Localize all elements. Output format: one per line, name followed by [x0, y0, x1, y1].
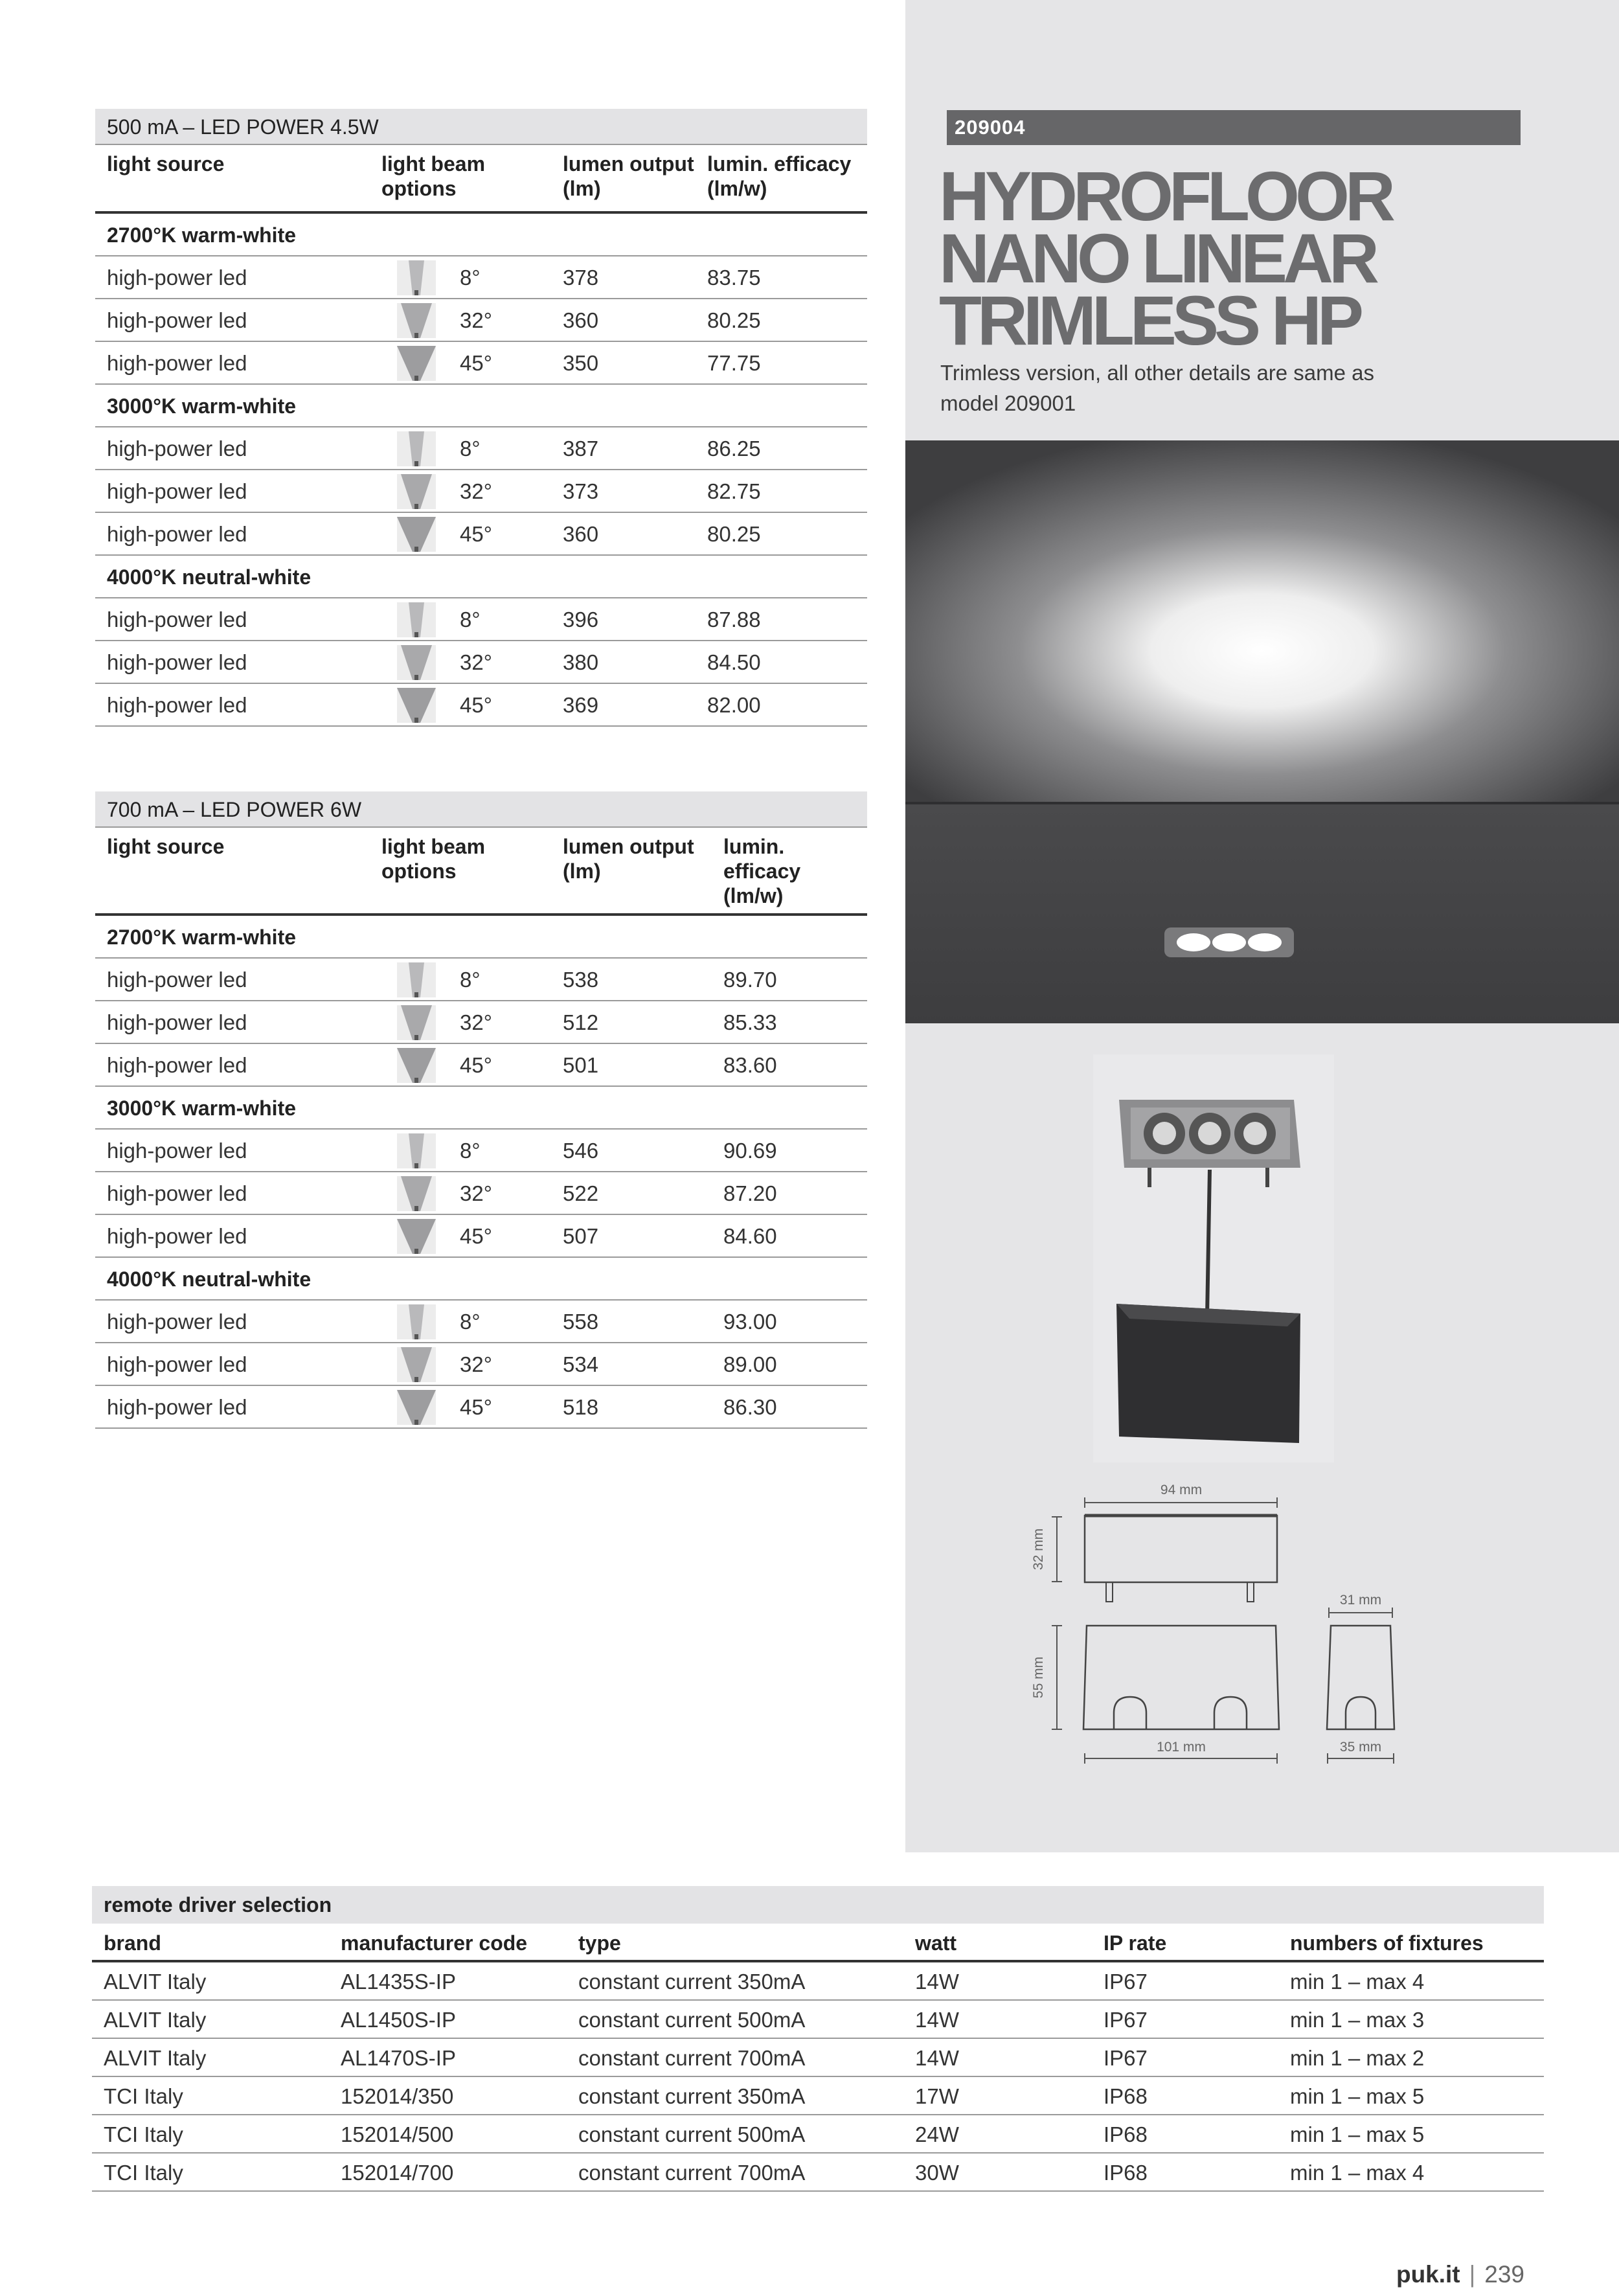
cell-source: high-power led	[107, 1053, 247, 1077]
group-label: 3000°K warm-white	[95, 385, 867, 427]
cell-efficacy: 89.00	[723, 1352, 777, 1376]
header-efficacy: lumin. efficacy (lm/w)	[707, 152, 852, 200]
cell-watt: 14W	[915, 2046, 959, 2070]
cell-brand: ALVIT Italy	[104, 2046, 207, 2070]
cell-fixtures: min 1 – max 2	[1290, 2046, 1425, 2070]
cell-lumen: 369	[563, 693, 599, 717]
cell-type: constant current 700mA	[578, 2161, 806, 2185]
narrow-beam-icon	[397, 1304, 436, 1339]
wide-beam-icon	[397, 346, 436, 381]
table-row	[95, 1044, 867, 1087]
table-row	[95, 1386, 867, 1429]
cell-beam: 8°	[460, 437, 481, 460]
cell-efficacy: 90.69	[723, 1139, 777, 1163]
cell-lumen: 512	[563, 1010, 599, 1034]
cell-watt: 14W	[915, 1970, 959, 1994]
cell-lumen: 350	[563, 351, 599, 375]
cell-lumen: 360	[563, 522, 599, 546]
table-row	[95, 1172, 867, 1215]
cell-lumen: 501	[563, 1053, 599, 1077]
cell-source: high-power led	[107, 351, 247, 375]
table-row	[95, 959, 867, 1001]
header-watt: watt	[915, 1931, 957, 1955]
cell-lumen: 538	[563, 968, 599, 992]
cell-source: high-power led	[107, 1139, 247, 1163]
table-row	[95, 256, 867, 299]
cell-lumen: 380	[563, 650, 599, 674]
cell-beam: 45°	[460, 693, 492, 717]
cell-lumen: 518	[563, 1395, 599, 1419]
cell-watt: 24W	[915, 2122, 959, 2146]
cell-code: 152014/500	[341, 2122, 454, 2146]
header-efficacy: lumin. efficacy (lm/w)	[723, 835, 801, 907]
cell-lumen: 378	[563, 266, 599, 290]
cell-source: high-power led	[107, 693, 247, 717]
cell-beam: 8°	[460, 266, 481, 290]
group-label: 4000°K neutral-white	[95, 556, 867, 598]
group-label: 3000°K warm-white	[95, 1087, 867, 1130]
cell-efficacy: 80.25	[707, 308, 761, 332]
cell-code: AL1450S-IP	[341, 2008, 456, 2032]
cell-source: high-power led	[107, 1310, 247, 1334]
cell-type: constant current 700mA	[578, 2046, 806, 2070]
cell-ip: IP68	[1104, 2084, 1148, 2108]
footer-separator: |	[1469, 2261, 1476, 2288]
table-row	[95, 470, 867, 513]
cell-beam: 32°	[460, 1352, 492, 1376]
cell-ip: IP68	[1104, 2161, 1148, 2185]
cell-efficacy: 82.75	[707, 479, 761, 503]
cell-beam: 8°	[460, 1310, 481, 1334]
cell-type: constant current 500mA	[578, 2122, 806, 2146]
cell-beam: 45°	[460, 522, 492, 546]
cell-ip: IP67	[1104, 2008, 1148, 2032]
table-title: 700 mA – LED POWER 6W	[95, 791, 867, 828]
cell-source: high-power led	[107, 1181, 247, 1205]
table-row	[95, 1130, 867, 1172]
cell-source: high-power led	[107, 1224, 247, 1248]
cell-code: AL1435S-IP	[341, 1970, 456, 1994]
table-header	[95, 145, 867, 214]
header-light-beam: light beam options	[381, 835, 486, 883]
cell-efficacy: 84.60	[723, 1224, 777, 1248]
dim-box-width: 101 mm	[1157, 1740, 1206, 1755]
table-row	[95, 513, 867, 556]
cell-beam: 45°	[460, 351, 492, 375]
table-title: 500 mA – LED POWER 4.5W	[95, 109, 867, 145]
cell-code: 152014/350	[341, 2084, 454, 2108]
cell-type: constant current 350mA	[578, 2084, 806, 2108]
cell-ip: IP67	[1104, 1970, 1148, 1994]
table-row	[92, 2077, 1544, 2115]
cell-ip: IP67	[1104, 2046, 1148, 2070]
cell-beam: 32°	[460, 479, 492, 503]
medium-beam-icon	[397, 645, 436, 680]
ambient-photo	[905, 440, 1619, 1023]
page-number: 239	[1484, 2261, 1524, 2288]
product-photo	[1093, 1054, 1334, 1462]
cell-source: high-power led	[107, 1010, 247, 1034]
cell-efficacy: 89.70	[723, 968, 777, 992]
driver-table-header	[92, 1924, 1544, 1962]
wide-beam-icon	[397, 517, 436, 552]
dimension-drawing	[1017, 1477, 1470, 1788]
cell-type: constant current 500mA	[578, 2008, 806, 2032]
cell-efficacy: 82.00	[707, 693, 761, 717]
header-type: type	[578, 1931, 621, 1955]
medium-beam-icon	[397, 303, 436, 338]
header-brand: brand	[104, 1931, 161, 1955]
cell-efficacy: 80.25	[707, 522, 761, 546]
cell-efficacy: 85.33	[723, 1010, 777, 1034]
cell-code: AL1470S-IP	[341, 2046, 456, 2070]
medium-beam-icon	[397, 1176, 436, 1211]
table-header	[95, 828, 867, 916]
cell-beam: 32°	[460, 1181, 492, 1205]
header-light-beam: light beam options	[381, 152, 486, 200]
table-row	[92, 2001, 1544, 2039]
wide-beam-icon	[397, 1219, 436, 1254]
cell-beam: 32°	[460, 650, 492, 674]
cell-lumen: 373	[563, 479, 599, 503]
cell-fixtures: min 1 – max 5	[1290, 2084, 1425, 2108]
medium-beam-icon	[397, 1005, 436, 1040]
dim-top-width: 94 mm	[1160, 1483, 1203, 1497]
cell-beam: 45°	[460, 1053, 492, 1077]
dim-box-height: 55 mm	[1031, 1656, 1046, 1699]
product-description: Trimless version, all other details are same as model 209001	[940, 361, 1375, 415]
narrow-beam-icon	[397, 962, 436, 997]
table-row	[95, 684, 867, 727]
cell-brand: TCI Italy	[104, 2084, 183, 2108]
group-label: 4000°K neutral-white	[95, 1258, 867, 1301]
cell-source: high-power led	[107, 968, 247, 992]
cell-efficacy: 83.60	[723, 1053, 777, 1077]
cell-lumen: 534	[563, 1352, 599, 1376]
table-row	[92, 2039, 1544, 2077]
cell-source: high-power led	[107, 1395, 247, 1419]
wide-beam-icon	[397, 688, 436, 723]
cell-efficacy: 83.75	[707, 266, 761, 290]
cell-ip: IP68	[1104, 2122, 1148, 2146]
header-lumen-output: lumen output (lm)	[563, 152, 694, 200]
cell-beam: 45°	[460, 1224, 492, 1248]
product-title-line: NANO LINEAR	[939, 219, 1375, 297]
table-row	[92, 1962, 1544, 2001]
cell-brand: TCI Italy	[104, 2161, 183, 2185]
cell-lumen: 558	[563, 1310, 599, 1334]
cell-lumen: 396	[563, 608, 599, 631]
wide-beam-icon	[397, 1390, 436, 1425]
table-row	[92, 2154, 1544, 2192]
cell-efficacy: 86.30	[723, 1395, 777, 1419]
cell-source: high-power led	[107, 522, 247, 546]
cell-fixtures: min 1 – max 5	[1290, 2122, 1425, 2146]
spec-table-500ma	[95, 109, 867, 727]
table-row	[95, 1343, 867, 1386]
cell-efficacy: 86.25	[707, 437, 761, 460]
table-row	[92, 2115, 1544, 2154]
cell-efficacy: 77.75	[707, 351, 761, 375]
product-title	[939, 157, 1522, 359]
cell-efficacy: 93.00	[723, 1310, 777, 1334]
cell-watt: 14W	[915, 2008, 959, 2032]
cell-source: high-power led	[107, 437, 247, 460]
product-title-line: HYDROFLOOR	[939, 157, 1391, 235]
cell-source: high-power led	[107, 266, 247, 290]
cell-source: high-power led	[107, 479, 247, 503]
cell-source: high-power led	[107, 650, 247, 674]
header-lumen-output: lumen output (lm)	[563, 835, 694, 883]
wide-beam-icon	[397, 1048, 436, 1083]
narrow-beam-icon	[397, 602, 436, 637]
spec-table-700ma	[95, 791, 867, 1429]
cell-source: high-power led	[107, 1352, 247, 1376]
table-row	[95, 641, 867, 684]
cell-fixtures: min 1 – max 4	[1290, 2161, 1425, 2185]
table-row	[95, 299, 867, 342]
cell-lumen: 522	[563, 1181, 599, 1205]
cell-efficacy: 87.88	[707, 608, 761, 631]
header-light-source: light source	[107, 152, 225, 176]
header-fixtures: numbers of fixtures	[1290, 1931, 1484, 1955]
dim-side-bottom: 35 mm	[1339, 1740, 1382, 1755]
cell-lumen: 360	[563, 308, 599, 332]
cell-beam: 8°	[460, 1139, 481, 1163]
product-code: 209004	[947, 110, 1521, 145]
website-link[interactable]: puk.it	[1396, 2261, 1460, 2288]
cell-beam: 32°	[460, 308, 492, 332]
header-light-source: light source	[107, 835, 225, 858]
cell-brand: TCI Italy	[104, 2122, 183, 2146]
driver-table	[92, 1886, 1544, 2192]
narrow-beam-icon	[397, 1133, 436, 1168]
table-row	[95, 342, 867, 385]
cell-efficacy: 84.50	[707, 650, 761, 674]
cell-source: high-power led	[107, 308, 247, 332]
cell-watt: 30W	[915, 2161, 959, 2185]
medium-beam-icon	[397, 1347, 436, 1382]
cell-lumen: 507	[563, 1224, 599, 1248]
cell-brand: ALVIT Italy	[104, 2008, 207, 2032]
cell-beam: 8°	[460, 608, 481, 631]
group-label: 2700°K warm-white	[95, 214, 867, 256]
cell-watt: 17W	[915, 2084, 959, 2108]
table-row	[95, 1215, 867, 1258]
medium-beam-icon	[397, 474, 436, 509]
header-ip-rate: IP rate	[1104, 1931, 1167, 1955]
table-row	[95, 598, 867, 641]
table-row	[95, 1301, 867, 1343]
cell-code: 152014/700	[341, 2161, 454, 2185]
cell-brand: ALVIT Italy	[104, 1970, 207, 1994]
cell-efficacy: 87.20	[723, 1181, 777, 1205]
cell-fixtures: min 1 – max 4	[1290, 1970, 1425, 1994]
cell-beam: 32°	[460, 1010, 492, 1034]
dim-top-height: 32 mm	[1031, 1528, 1046, 1571]
table-row	[95, 427, 867, 470]
product-title-line: TRIMLESS HP	[939, 281, 1360, 359]
cell-beam: 45°	[460, 1395, 492, 1419]
cell-lumen: 546	[563, 1139, 599, 1163]
page-footer	[1396, 2260, 1524, 2289]
narrow-beam-icon	[397, 260, 436, 295]
cell-type: constant current 350mA	[578, 1970, 806, 1994]
table-row	[95, 1001, 867, 1044]
narrow-beam-icon	[397, 431, 436, 466]
cell-fixtures: min 1 – max 3	[1290, 2008, 1425, 2032]
driver-table-title: remote driver selection	[92, 1886, 1544, 1924]
group-label: 2700°K warm-white	[95, 916, 867, 959]
header-manufacturer-code: manufacturer code	[341, 1931, 528, 1955]
dim-side-top: 31 mm	[1339, 1593, 1382, 1608]
cell-source: high-power led	[107, 608, 247, 631]
cell-beam: 8°	[460, 968, 481, 992]
cell-lumen: 387	[563, 437, 599, 460]
